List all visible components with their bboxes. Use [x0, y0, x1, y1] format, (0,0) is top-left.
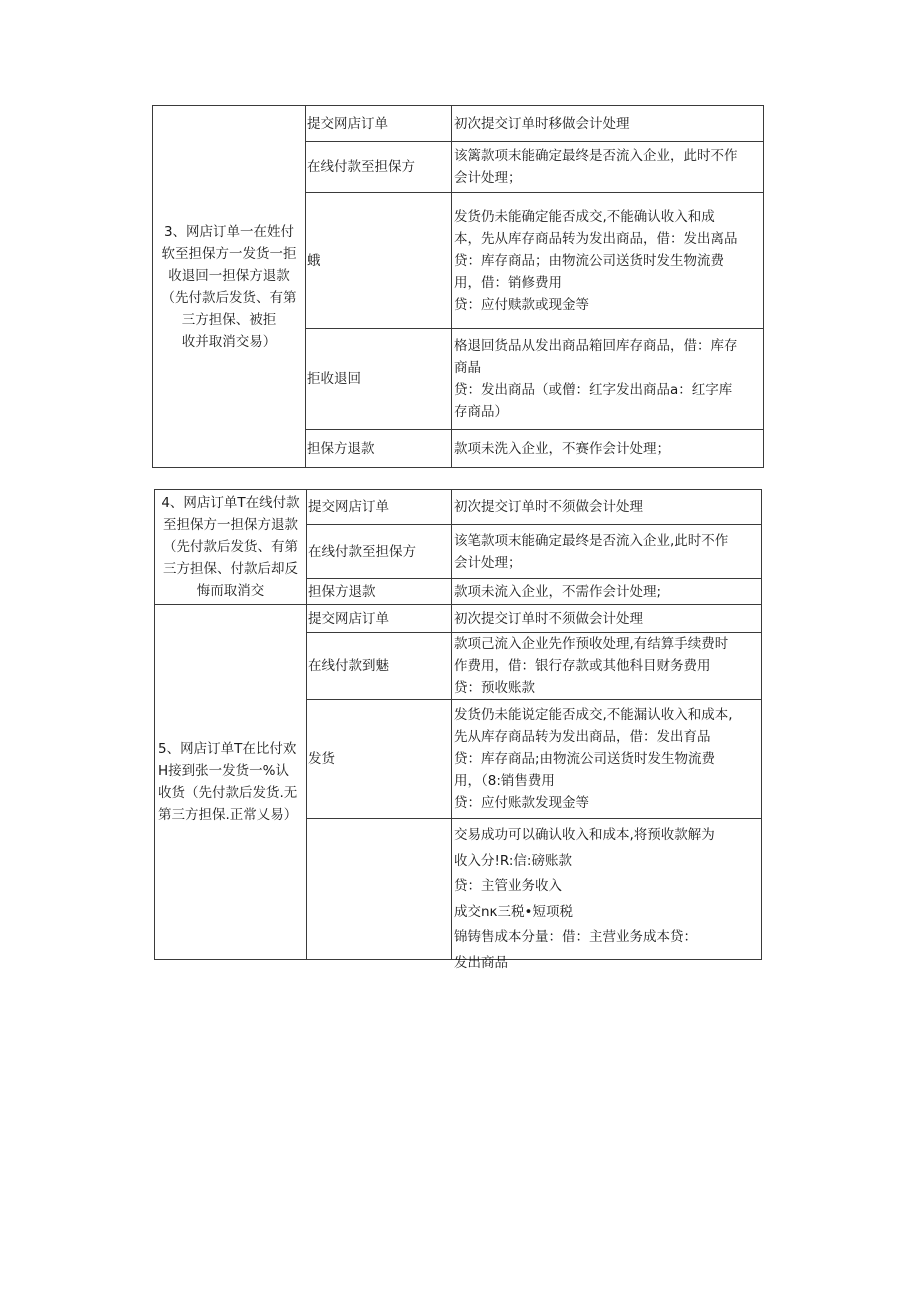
desc-cell	[452, 430, 764, 468]
scenario-3-line: 软至担保方一发货一拒	[161, 245, 297, 262]
desc-line: 发货仍未能说定能否成交,不能漏认收入和成本,	[454, 707, 733, 723]
step-cell: 蛾	[306, 193, 452, 329]
desc-line: 发货仍未能确定能否成交,不能确认收入和成	[454, 208, 715, 225]
desc-line: 初次提交订单时移做会计处理	[454, 115, 630, 132]
desc-line: 款项己流入企业先作预收处理,有结算手续费时	[454, 636, 729, 652]
desc-cell	[452, 329, 764, 430]
step-cell: 在线付款到魅	[307, 633, 452, 700]
desc-line: 贷：主管业务收入	[454, 878, 562, 894]
desc-cell	[452, 700, 762, 819]
desc-line: 用，借：销修费用	[454, 274, 562, 291]
step-cell	[307, 819, 452, 960]
table-row	[155, 490, 762, 525]
table-row	[155, 605, 762, 633]
desc-line: 初次提交订单时不须做会计处理	[454, 610, 643, 627]
desc-line: 贷：应付赎款或现金等	[454, 296, 589, 313]
desc-cell	[452, 490, 762, 525]
desc-line: 贷：应付账款发现金等	[454, 795, 589, 811]
desc-line: 贷：预收账款	[454, 680, 535, 696]
scenario-4-line: 4、网店订单T在线付款	[161, 495, 300, 511]
scenario-4-line: （先付款后发货、有第	[163, 539, 298, 555]
desc-line: 锦铸售成本分量：借：主营业务成本贷：	[454, 929, 697, 945]
desc-line: 作费用，借：银行存款或其他科目财务费用	[454, 658, 711, 674]
desc-line: 交易成功可以确认收入和成本,将预收款解为	[454, 827, 715, 843]
table-row	[153, 106, 764, 142]
desc-line: 商晶	[454, 360, 481, 376]
desc-cell	[452, 193, 764, 329]
desc-line: 贷：库存商品；由物流公司送货时发生物流费	[454, 252, 724, 269]
accounting-table-1	[152, 105, 764, 468]
desc-line: 贷：库存商品;由物流公司送货时发生物流费	[454, 751, 716, 767]
desc-cell	[452, 579, 762, 605]
step-cell: 发货	[307, 700, 452, 819]
desc-line: 初次提交订单时不须做会计处理	[454, 499, 643, 515]
scenario-3-line: 收退回一担保方退款	[168, 267, 290, 284]
desc-cell	[452, 605, 762, 633]
desc-cell	[452, 633, 762, 700]
step-cell: 担保方退款	[307, 579, 452, 605]
desc-cell	[452, 819, 762, 971]
desc-line: 贷：发出商品（或僧：红字发出商品a：红字库	[454, 382, 733, 398]
scenario-3-line: 三方担保、被拒	[181, 311, 277, 328]
scenario-5-cell	[155, 605, 307, 960]
desc-line: 用，（8:销售费用	[454, 773, 555, 789]
desc-clip	[454, 819, 760, 971]
scenario-3-cell	[153, 106, 306, 468]
desc-line: 款项未洗入企业，不赛作会计处理；	[454, 440, 670, 457]
scenario-3-line: 3、网店订单一在姓付	[163, 223, 295, 240]
step-cell: 提交网店订单	[307, 605, 452, 633]
desc-line: 格退回货品从发出商品箱回库存商品，借：库存	[454, 338, 738, 354]
desc-line: 本，先从库存商品转为发出商品，借：发出离品	[454, 230, 738, 247]
desc-line: 会计处理；	[454, 554, 522, 571]
scenario-3-line: 收并取消交易）	[181, 333, 277, 350]
desc-cell	[452, 106, 764, 142]
scenario-4-line: 三方担保、付款后却反	[163, 561, 298, 577]
desc-line: 款项未流入企业，不需作会计处理;	[454, 583, 662, 600]
desc-line: 该笔款项末能确定最终是否流入企业,此时不作	[454, 532, 729, 549]
scenario-4-line: 悔而取消交	[196, 583, 265, 599]
step-cell: 担保方退款	[306, 430, 452, 468]
scenario-4-line: 至担保方一担保方退款	[163, 517, 298, 533]
step-cell: 拒收退回	[306, 329, 452, 430]
scenario-5-line: 收货（先付款后发货.无	[158, 785, 298, 801]
step-cell: 提交网店订单	[307, 490, 452, 525]
desc-line: 会计处理；	[454, 170, 522, 186]
scenario-4-cell	[155, 490, 307, 605]
scenario-5-line: 5、网店订单T在比付欢	[158, 741, 297, 757]
accounting-table-2	[154, 489, 762, 971]
desc-line: 发出商品	[454, 954, 508, 971]
desc-line: 收入分!R:信:磅账款	[454, 852, 572, 869]
desc-line: 成交nκ三税•短项税	[454, 903, 573, 920]
step-cell: 在线付款至担保方	[306, 142, 452, 193]
scenario-5-line: 第三方担保.正常乂易）	[158, 807, 298, 823]
step-cell: 提交网店订单	[306, 106, 452, 142]
scenario-5-line: H接到张一发货一%认	[158, 763, 289, 779]
desc-cell	[452, 525, 762, 579]
desc-cell	[452, 142, 764, 193]
desc-line: 该篱款项末能确定最终是否流入企业，此时不作	[454, 148, 738, 164]
step-cell: 在线付款至担保方	[307, 525, 452, 579]
desc-line: 先从库存商品转为发出商品，借：发出育品	[454, 729, 711, 745]
desc-line: 存商品）	[454, 404, 508, 420]
scenario-3-line: （先付款后发货、有第	[161, 289, 297, 306]
